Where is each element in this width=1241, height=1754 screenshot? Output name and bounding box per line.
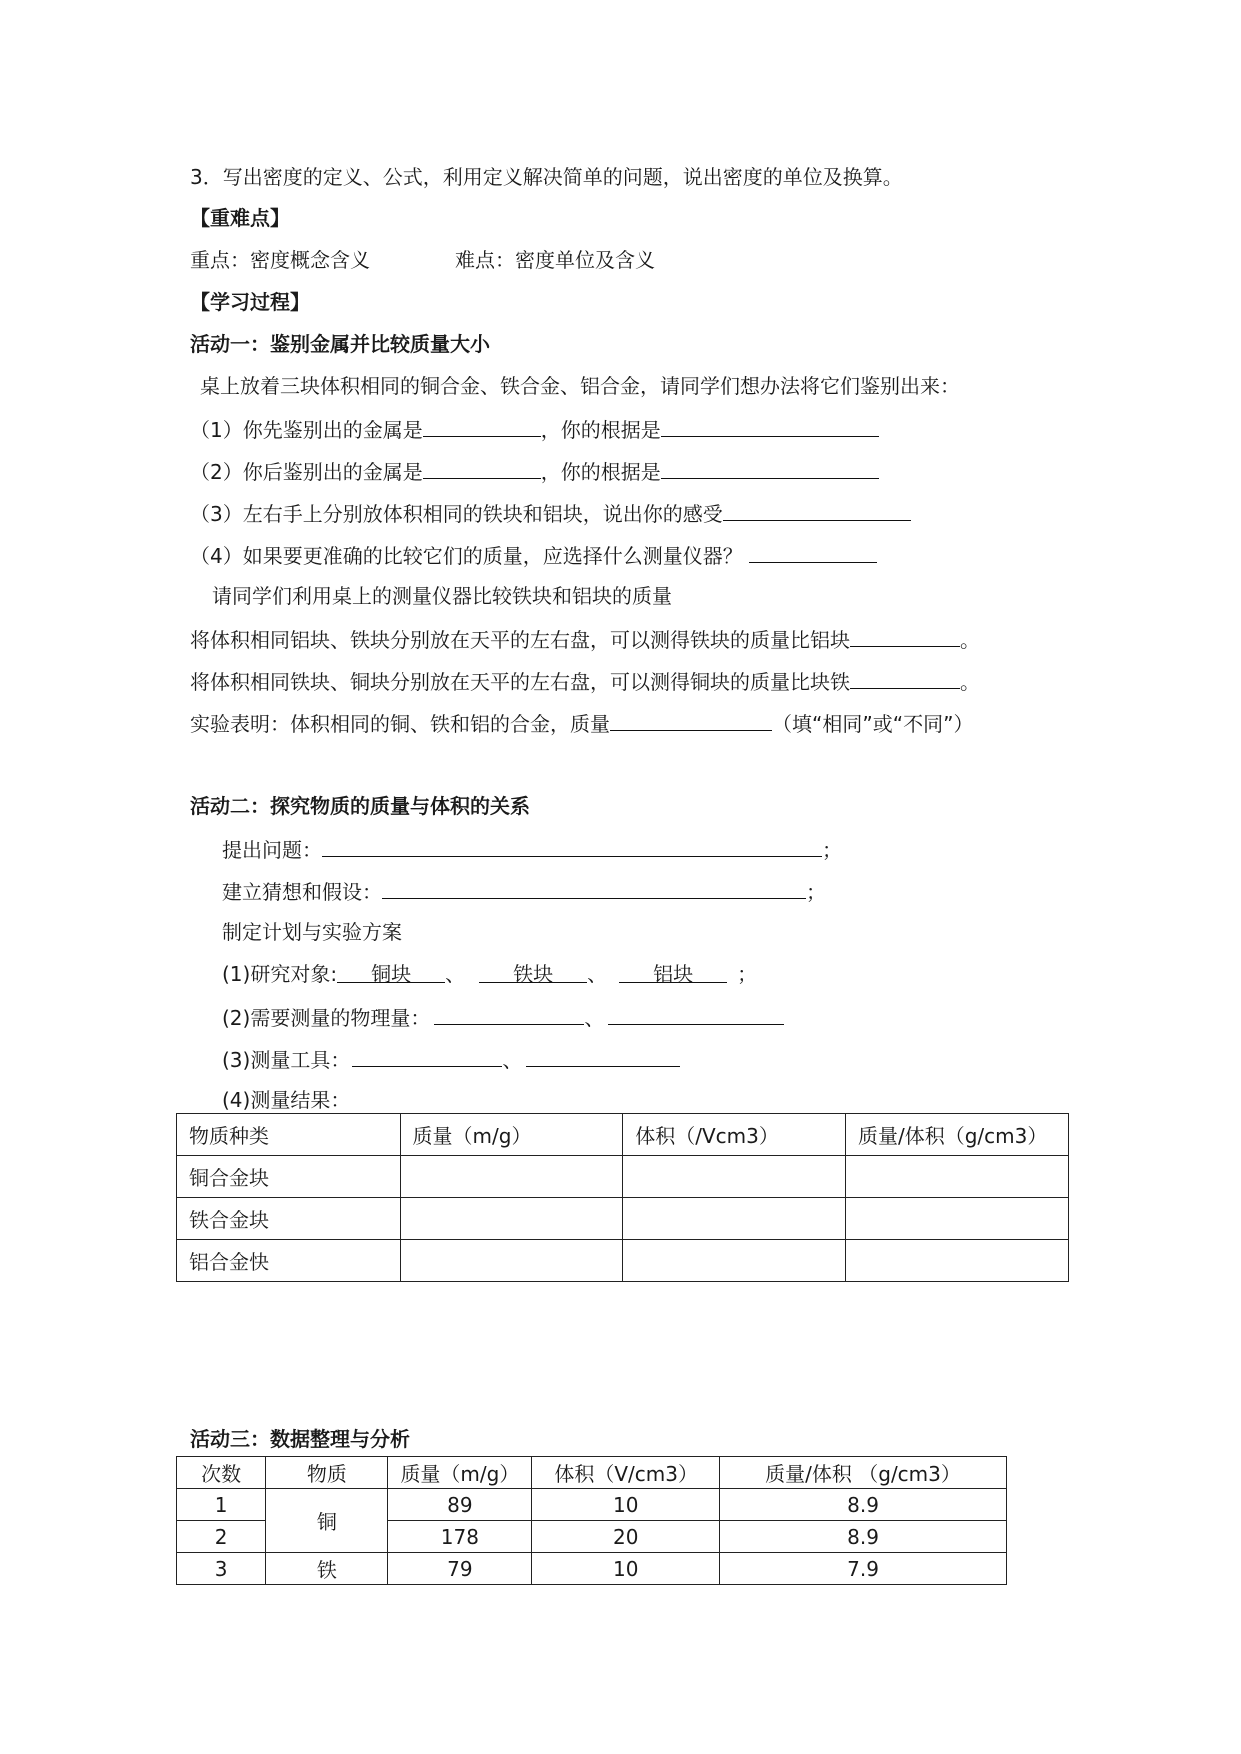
q2-basis-blank[interactable] (661, 456, 879, 479)
question-semicolon: ； (822, 838, 842, 862)
header-substance: 物质 (266, 1457, 388, 1489)
header-mass: 质量（m/g） (400, 1114, 623, 1156)
row-label: 铁合金块 (177, 1198, 401, 1240)
count-cell: 2 (177, 1521, 266, 1553)
hypothesis-label: 建立猜想和假设： (222, 880, 382, 904)
table-row (177, 1156, 1069, 1198)
objects-label: (1)研究对象: (222, 962, 338, 986)
conclusion-hint: （填“相同”或“不同”） (772, 712, 974, 736)
statement1-text: 将体积相同铝块、铁块分别放在天平的左右盘，可以测得铁块的质量比铝块 (190, 628, 850, 652)
ratio-cell: 7.9 (720, 1553, 1007, 1585)
activity2-results-label: (4)测量结果： (222, 1088, 351, 1112)
activity2-plan: 制定计划与实验方案 (222, 920, 402, 944)
table-row (177, 1240, 1069, 1282)
q1-metal-blank[interactable] (423, 414, 541, 437)
header-ratio: 质量/体积 （g/cm3） (720, 1457, 1007, 1489)
quantities-label: (2)需要测量的物理量： (222, 1006, 431, 1030)
statement2-text: 将体积相同铁块、铜块分别放在天平的左右盘，可以测得铜块的质量比块铁 (190, 670, 850, 694)
header-substance: 物质种类 (177, 1114, 401, 1156)
objects-sep: 、 (587, 962, 608, 986)
quantity-blank-2[interactable] (608, 1002, 784, 1025)
activity1-q3 (190, 498, 911, 528)
header-volume: 体积（/Vcm3） (623, 1114, 846, 1156)
q4-prompt: （4）如果要更准确的比较它们的质量，应选择什么测量仪器？ (190, 544, 743, 568)
q3-prompt: （3）左右手上分别放体积相同的铁块和铝块，说出你的感受 (190, 502, 723, 526)
activity1-statement1 (190, 624, 980, 654)
statement2-period: 。 (960, 670, 980, 694)
activity2-hypothesis (222, 876, 826, 906)
statement2-blank[interactable] (850, 666, 960, 689)
activity1-title: 活动一：鉴别金属并比较质量大小 (190, 332, 490, 356)
q2-metal-blank[interactable] (423, 456, 541, 479)
hypothesis-blank[interactable] (382, 876, 806, 899)
table-row (177, 1198, 1069, 1240)
statement1-period: 。 (960, 628, 980, 652)
header-mass: 质量（m/g） (388, 1457, 532, 1489)
activity1-q4 (190, 540, 877, 570)
object-copper: 铜块 (337, 960, 445, 983)
mass-cell: 178 (388, 1521, 532, 1553)
q4-instrument-blank[interactable] (749, 540, 877, 563)
quantity-blank-1[interactable] (434, 1002, 584, 1025)
count-cell: 3 (177, 1553, 266, 1585)
results-header-row (177, 1114, 1069, 1156)
q1-basis-prompt: ，你的根据是 (540, 418, 661, 442)
activity2-title: 活动二：探究物质的质量与体积的关系 (190, 794, 530, 818)
activity1-q2 (190, 456, 879, 486)
activity1-conclusion (190, 708, 973, 738)
question-label: 提出问题： (222, 838, 322, 862)
volume-cell: 20 (532, 1521, 720, 1553)
mass-cell: 79 (388, 1553, 532, 1585)
question-blank[interactable] (322, 834, 822, 857)
object-aluminum: 铝块 (619, 960, 727, 983)
tool-blank-1[interactable] (352, 1044, 502, 1067)
activity2-objects (222, 960, 757, 988)
ratio-cell[interactable] (846, 1156, 1069, 1198)
conclusion-blank[interactable] (610, 708, 772, 731)
count-cell: 1 (177, 1489, 266, 1521)
row-label: 铝合金快 (177, 1240, 401, 1282)
row-label: 铜合金块 (177, 1156, 401, 1198)
tools-label: (3)测量工具： (222, 1048, 351, 1072)
header-ratio: 质量/体积（g/cm3） (846, 1114, 1069, 1156)
volume-cell[interactable] (623, 1240, 846, 1282)
object-iron: 铁块 (479, 960, 587, 983)
difficulty-text: 难点：密度单位及含义 (455, 248, 655, 272)
activity2-tools (222, 1044, 680, 1074)
statement1-blank[interactable] (850, 624, 960, 647)
data-header-row (177, 1457, 1007, 1489)
volume-cell[interactable] (623, 1156, 846, 1198)
mass-cell: 89 (388, 1489, 532, 1521)
activity2-quantities (222, 1002, 784, 1032)
volume-cell: 10 (532, 1489, 720, 1521)
hypothesis-semicolon: ； (806, 880, 826, 904)
substance-cell: 铁 (266, 1553, 388, 1585)
ratio-cell: 8.9 (720, 1521, 1007, 1553)
q1-basis-blank[interactable] (661, 414, 879, 437)
tools-sep: 、 (502, 1048, 523, 1072)
conclusion-text: 实验表明：体积相同的铜、铁和铝的合金，质量 (190, 712, 610, 736)
mass-cell[interactable] (400, 1156, 623, 1198)
substance-cell: 铜 (266, 1489, 388, 1553)
q2-basis-prompt: ，你的根据是 (540, 460, 661, 484)
activity1-instruction: 请同学们利用桌上的测量仪器比较铁块和铝块的质量 (212, 584, 672, 608)
activity1-statement2 (190, 666, 980, 696)
ratio-cell: 8.9 (720, 1489, 1007, 1521)
q1-prompt: （1）你先鉴别出的金属是 (190, 418, 423, 442)
activity1-intro: 桌上放着三块体积相同的铜合金、铁合金、铝合金，请同学们想办法将它们鉴别出来： (200, 374, 960, 398)
data-table (176, 1456, 1007, 1585)
ratio-cell[interactable] (846, 1198, 1069, 1240)
results-table (176, 1113, 1069, 1282)
activity1-q1 (190, 414, 879, 444)
keypoints-heading: 【重难点】 (190, 206, 290, 230)
ratio-cell[interactable] (846, 1240, 1069, 1282)
objects-sep: 、 (445, 962, 466, 986)
activity2-question (222, 834, 842, 864)
process-heading: 【学习过程】 (190, 290, 310, 314)
header-volume: 体积（V/cm3） (532, 1457, 720, 1489)
volume-cell: 10 (532, 1553, 720, 1585)
objects-end: ； (737, 962, 758, 986)
table-row (177, 1553, 1007, 1585)
quantities-sep: 、 (584, 1006, 605, 1030)
q3-feeling-blank[interactable] (723, 498, 911, 521)
table-row (177, 1489, 1007, 1521)
tool-blank-2[interactable] (526, 1044, 680, 1067)
activity3-title: 活动三：数据整理与分析 (190, 1427, 410, 1451)
volume-cell[interactable] (623, 1198, 846, 1240)
q2-prompt: （2）你后鉴别出的金属是 (190, 460, 423, 484)
keypoint-text: 重点：密度概念含义 (190, 248, 370, 272)
mass-cell[interactable] (400, 1198, 623, 1240)
objective-3: 3．写出密度的定义、公式，利用定义解决简单的问题，说出密度的单位及换算。 (190, 165, 903, 189)
header-count: 次数 (177, 1457, 266, 1489)
mass-cell[interactable] (400, 1240, 623, 1282)
